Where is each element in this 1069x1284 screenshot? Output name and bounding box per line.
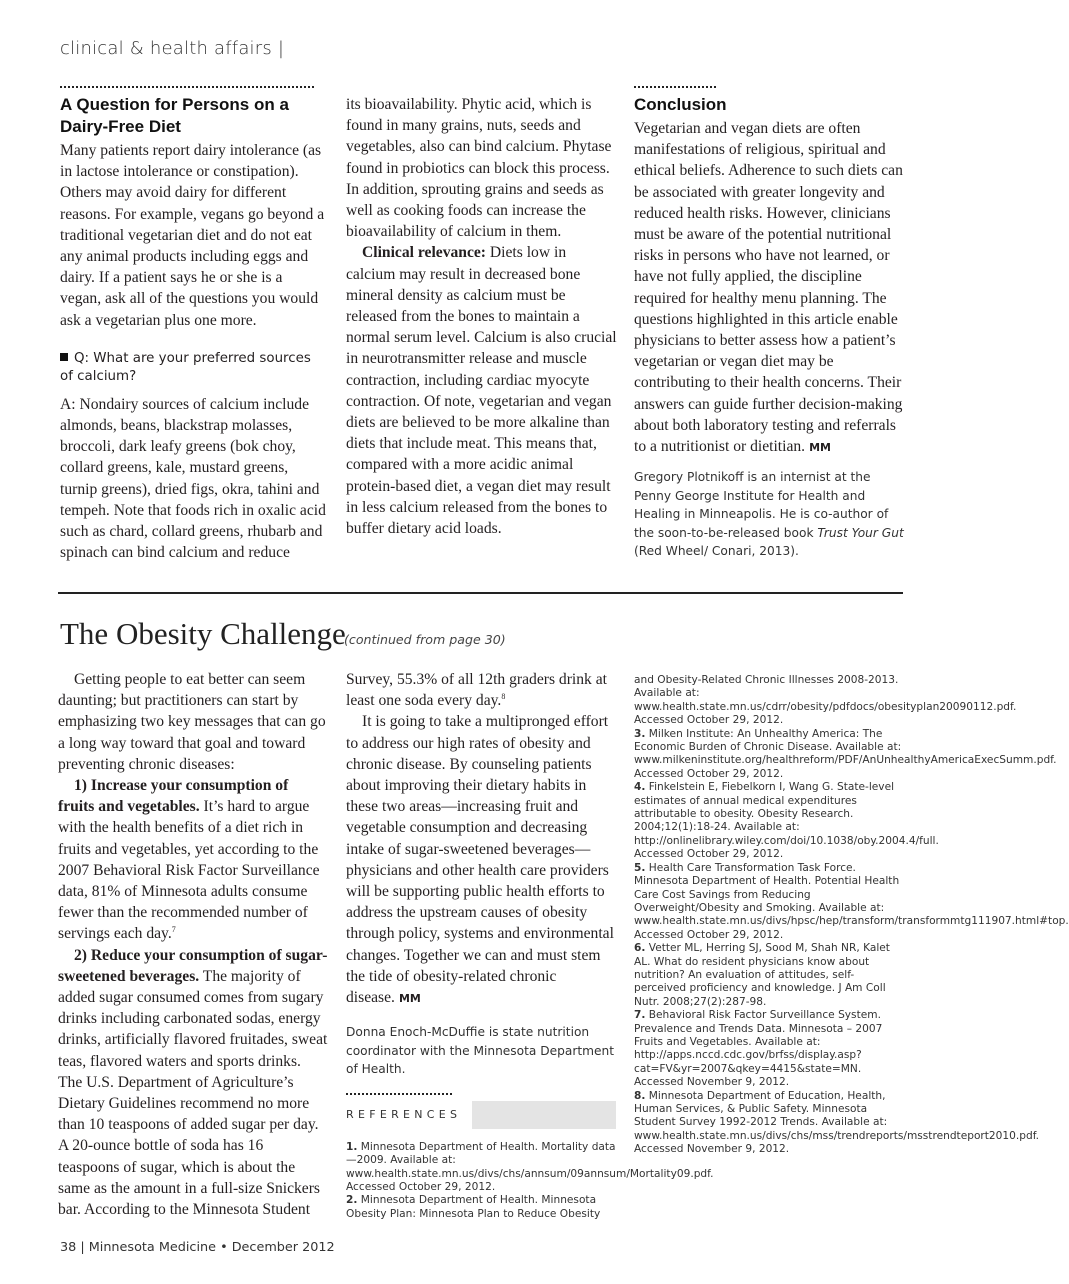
mm-end-mark: MM — [809, 441, 831, 455]
conclusion-heading: Conclusion — [634, 95, 727, 114]
calcium-question — [60, 350, 326, 386]
reference-item: 2. Minnesota Department of Health. Minnesota Obesity Plan: Minnesota Plan to Reduce Obesity — [346, 1194, 601, 1220]
page-footer: 38 | Minnesota Medicine • December 2012 — [60, 1240, 335, 1255]
reference-item: 5. Health Care Transformation Task Force. Minnesota Department of Health. Potential Health Care Cost Savings from Reducing Overweight/Obesity and Smoking. Available at: www.health.state.mn.us/divs/hpsc/hep/transform/transformmtg111907.html#top. Accessed October 29, 2012. — [634, 861, 1069, 941]
references-header — [346, 1101, 618, 1131]
dotted-divider — [634, 86, 716, 88]
clinical-relevance-text: Diets low in calcium may result in decreased bone mineral density as calcium must be released from the bones to maintain a normal serum level. Calcium is also crucial in neurotransmitter release and muscle contraction, including cardiac myocyte contraction. Of note, vegetarian and vegan diets are believed to be more alkaline than diets that include meat. This means that, compared with a more acidic animal protein-based diet, a vegan diet may result in less calcium released from the bones to buffer dietary acid loads. — [346, 244, 617, 538]
reference-item: and Obesity-Related Chronic Illnesses 2008-2013. Available at: www.health.state.mn.us/cdrr/obesity/pdfdocs/obesityplan20090112.pdf. Accessed October 29, 2012. — [634, 674, 1017, 727]
reference-item: 6. Vetter ML, Herring SJ, Sood M, Shah NR, Kalet AL. What do resident physicians know about nutrition? An evaluation of attitudes, self-perceived proficiency and knowledge. J Am Coll Nutr. 2008;27(2):287-98. — [634, 942, 890, 1008]
survey-text: Survey, 55.3% of all 12th graders drink at least one soda every day. — [346, 671, 607, 710]
continued-note: (continued from page 30) — [344, 632, 506, 647]
bullet-square-icon — [60, 353, 68, 361]
calcium-column — [346, 94, 618, 539]
obesity-column-1 — [58, 669, 328, 1220]
bio-book-title: Trust Your Gut — [817, 525, 904, 540]
references-list-part-2 — [634, 674, 1069, 1157]
conclusion-column — [634, 94, 906, 561]
obesity-column-2 — [346, 669, 714, 1221]
dairy-column — [60, 94, 326, 563]
reference-item: 8. Minnesota Department of Education, Health, Human Services, & Public Safety. Minnesota Student Survey 1992-2012 Trends. Available at: www.health.state.mn.us/divs/chs/mss/trendreports/msstrendteport2010.pdf. Accessed November 9, 2012. — [634, 1089, 1040, 1156]
sugar-beverage-message — [58, 945, 328, 1221]
clinical-relevance — [346, 242, 618, 539]
section-header: clinical & health affairs | — [60, 38, 285, 59]
plotnikoff-bio — [634, 468, 906, 561]
citation-8: 8 — [501, 692, 506, 702]
citation-7: 7 — [171, 925, 176, 935]
conclusion-body: Vegetarian and vegan diets are often manifestations of religious, spiritual and ethical beliefs. Adherence to such diets can be associated with greater longevity and reduced health risks. However, clinicians must be aware of the potential nutritional risks in persons who have not learned, or have not fully applied, the discipline required for healthy menu planning. The questions highlighted in this article enable physicians to better assess how a patient’s vegetarian or vegan diet may be contributing to their health concerns. Their answers can guide further decision-making about both laboratory testing and referrals to a nutritionist or dietitian. — [634, 120, 903, 456]
bio-text: Gregory Plotnikoff is an internist at the Penny George Institute for Health and Healing in Minneapolis. He is co-author of the soon-to-be-released book — [634, 470, 889, 540]
reference-item: 3. Milken Institute: An Unhealthy America: The Economic Burden of Chronic Disease. Available at: www.milkeninstitute.org/healthreform/PDF/AnUnhealthyAmericaExecSumm.pdf. Accessed October 29, 2012. — [634, 727, 1057, 780]
multipronged-text: It is going to take a multipronged effort to address our high rates of obesity and chronic disease. By counseling patients about improving their dietary habits in these two areas—increasing fruit and vegetable consumption and decreasing intake of sugar-sweetened beverages—physicians and other health care providers will be supporting public health efforts to address the upstream causes of obesity through policy, systems and environmental changes. Together we can and must stem the tide of obesity-related chronic disease. — [346, 713, 614, 1007]
dotted-divider — [60, 86, 314, 88]
message-2-text: The majority of added sugar consumed comes from sugary drinks including carbonated sodas, energy drinks, artificially flavored fruitades, sweat teas, flavored waters and sports drinks. The U.S. Department of Agriculture’s Dietary Guidelines recommend no more than 10 teaspoons of added sugar per day. A 20-ounce bottle of soda has 16 teaspoons of sugar, which is about the same as the amount in a full-size Snickers bar. According to the Minnesota Student — [58, 967, 328, 1219]
section-divider — [58, 592, 903, 594]
enoch-mcduffie-bio: Donna Enoch-McDuffie is state nutrition coordinator with the Minnesota Department of Health. — [346, 1025, 614, 1077]
mm-end-mark: MM — [398, 992, 421, 1006]
calcium-answer: A: Nondairy sources of calcium include almonds, beans, blackstrap molasses, broccoli, dark leafy greens (bok choy, collard greens, kale, mustard greens, turnip greens), dried figs, okra, tahini and tempeh. Note that foods rich in oxalic acid such as chard, collard greens, rhubarb and spinach can bind calcium and reduce — [60, 395, 326, 562]
reference-item: 7. Behavioral Risk Factor Surveillance System. Prevalence and Trends Data. Minnesota – 2007 Fruits and Vegetables. Available at: http://apps.nccd.cdc.gov/brfss/display.asp?cat=FV&yr=2007&qkey=4415&state=MN. Accessed November 9, 2012. — [634, 1009, 883, 1089]
message-1-label: 1) Increase your consumption of fruits and vegetables. — [58, 777, 289, 816]
reference-item: 4. Finkelstein E, Fiebelkorn I, Wang G. State-level estimates of annual medical expenditures attributable to obesity. Obesity Research. 2004;12(1):18-24. Available at: http://onlinelibrary.wiley.com/doi/10.1038/oby.2004.4/full. Accessed October 29, 2012. — [634, 781, 939, 861]
message-1-text: It’s hard to argue with the health benefits of a diet rich in fruits and vegetables, yet according to the 2007 Behavioral Risk Factor Surveillance data, 81% of Minnesota adults consume fewer than the recommended number of servings each day. — [58, 798, 320, 943]
bio-text-end: (Red Wheel/ Conari, 2013). — [634, 544, 799, 559]
references-label: REFERENCES — [346, 1107, 462, 1121]
question-text: Q: What are your preferred sources of calcium? — [60, 350, 311, 384]
multipronged-paragraph — [346, 711, 618, 1009]
calcium-answer-continued: its bioavailability. Phytic acid, which is found in many grains, nuts, seeds and vegetables, also can bind calcium. Phytase found in probiotics can block this process. In addition, sprouting grains and seeds as well as cooking foods can increase the bioavailability of calcium in them. — [346, 96, 612, 241]
conclusion-text — [634, 118, 906, 458]
reference-item: 1. Minnesota Department of Health. Mortality data—2009. Available at: www.health.state.mn.us/divs/chs/annsum/09annsum/Mortality09.pdf. Accessed October 29, 2012. — [346, 1140, 714, 1193]
dairy-intro: Many patients report dairy intolerance (as in lactose intolerance or constipation). Others may avoid dairy for different reasons. For example, vegans go beyond a traditional vegetarian diet and do not eat any animal products including eggs and dairy. If a patient says he or she is a vegan, ask all of the questions you would ask a vegetarian plus one more. — [60, 142, 325, 329]
survey-sentence — [346, 669, 618, 711]
references-list-part-1 — [346, 1140, 714, 1221]
dotted-divider — [346, 1093, 452, 1095]
obesity-intro: Getting people to eat better can seem daunting; but practitioners can start by emphasizing two key messages that can go a long way toward that goal and toward preventing chronic diseases: — [58, 671, 326, 773]
message-2-label: 2) Reduce your consumption of sugar-sweetened beverages. — [58, 946, 328, 985]
clinical-relevance-label: Clinical relevance: — [362, 244, 486, 262]
obesity-title: The Obesity Challenge — [60, 616, 346, 651]
references-shade-box — [472, 1101, 616, 1129]
fruit-veg-message — [58, 775, 328, 945]
dairy-heading: A Question for Persons on a Dairy-Free Diet — [60, 95, 289, 136]
